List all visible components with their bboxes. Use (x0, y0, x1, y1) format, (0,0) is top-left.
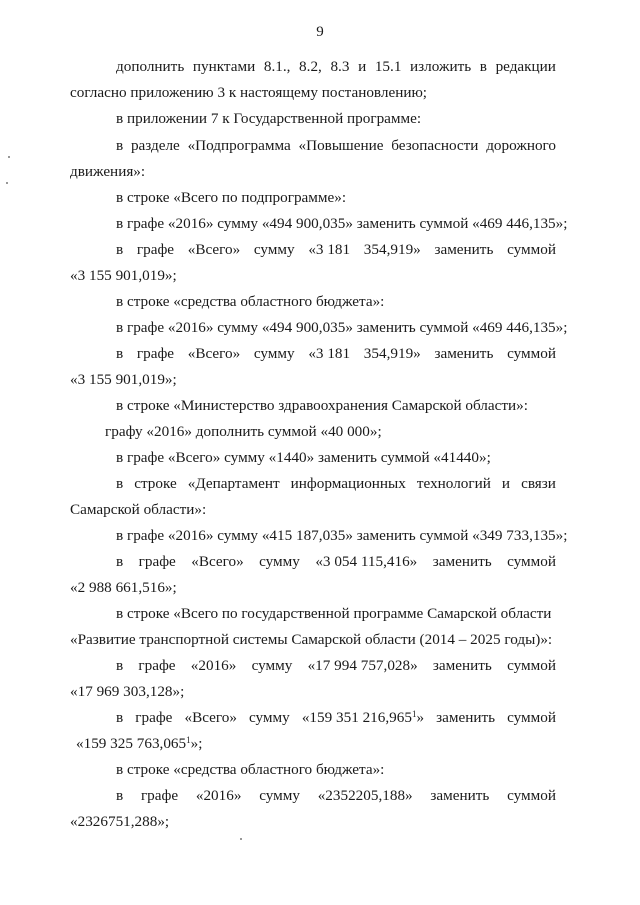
word: заменить (432, 553, 492, 570)
word: «Всего» (187, 241, 241, 258)
text-line: в строке «средства областного бюджета»: (116, 293, 385, 310)
text-line: «3 155 901,019»; (70, 371, 177, 388)
word: графе (136, 241, 175, 258)
word: «Всего» (184, 709, 237, 726)
word: «17 994 757,028» (307, 657, 418, 674)
word: «Всего» (191, 553, 244, 570)
text-line (116, 553, 556, 571)
word: «3 054 115,416» (315, 553, 418, 570)
word: «2016» (190, 657, 237, 674)
word: суммой (507, 657, 556, 674)
word: сумму (251, 657, 293, 674)
text-line: согласно приложению 3 к настоящему постановлению; (70, 84, 428, 101)
text-line: «3 155 901,019»; (70, 267, 177, 284)
text-line (116, 137, 556, 155)
word: графе (135, 709, 173, 726)
word: суммой (507, 241, 556, 258)
word: сумму (253, 241, 295, 258)
text-line (116, 241, 556, 259)
word: «Подпрограмма (187, 137, 291, 154)
word: в (116, 475, 124, 492)
word: пунктами (192, 58, 256, 75)
word: связи (521, 475, 556, 492)
text-line: в строке «средства областного бюджета»: (116, 761, 385, 778)
word: графе (136, 345, 175, 362)
word: в (116, 553, 124, 570)
word: в (116, 137, 124, 154)
text-line (116, 657, 556, 675)
text-line: движения»: (70, 163, 146, 180)
text-line: в строке «Всего по подпрограмме»: (116, 189, 347, 206)
word: 354,919» (363, 241, 421, 258)
text-line: Самарской области»: (70, 501, 207, 518)
word: и (358, 58, 367, 75)
text-line (116, 709, 556, 727)
text-line (116, 58, 556, 76)
page-number: 9 (316, 24, 324, 40)
text-line: «159 325 763,065$^1$»; (76, 735, 203, 752)
word: 8.3 (330, 58, 350, 75)
word: безопасности (391, 137, 479, 154)
word: 15.1 (374, 58, 402, 75)
text-line: в приложении 7 к Государственной программе: (116, 110, 422, 127)
word: строке (134, 475, 177, 492)
word: «Департамент (187, 475, 280, 492)
text-line: в графе «Всего» сумму «1440» заменить суммой «41440»; (116, 449, 491, 466)
word: заменить (430, 787, 490, 804)
text-line (116, 475, 556, 493)
word: сумму (259, 553, 300, 570)
text-line: в графе «2016» сумму «494 900,035» заменить суммой «469 446,135»; (116, 215, 568, 232)
text-line: «2 988 661,516»; (70, 579, 177, 596)
word: изложить (410, 58, 472, 75)
text-line: в графе «2016» сумму «494 900,035» заменить суммой «469 446,135»; (116, 319, 568, 336)
word: суммой (507, 709, 556, 726)
text-line: в строке «Всего по государственной программе Самарской области (116, 605, 552, 622)
text-line: в графе «2016» сумму «415 187,035» заменить суммой «349 733,135»; (116, 527, 568, 544)
word: сумму (253, 345, 295, 362)
word: в (116, 241, 124, 258)
word: суммой (507, 787, 556, 804)
scan-speck (6, 182, 8, 184)
word: графе (138, 657, 176, 674)
word: технологий (416, 475, 491, 492)
word: редакции (495, 58, 556, 75)
word: 354,919» (363, 345, 421, 362)
word: «Повышение (298, 137, 384, 154)
word: «Всего» (187, 345, 241, 362)
word: суммой (507, 553, 556, 570)
text-line: «2326751,288»; (70, 813, 170, 830)
word: в (116, 657, 124, 674)
text-line: «17 969 303,128»; (70, 683, 185, 700)
word: в (479, 58, 487, 75)
word: «2016» (195, 787, 242, 804)
word: 8.2, (299, 58, 322, 75)
word: дополнить (116, 58, 185, 75)
word: информационных (290, 475, 406, 492)
word: «159 351 216,965$^1$» (301, 709, 425, 726)
word: суммой (507, 345, 556, 362)
word: «2352205,188» (317, 787, 413, 804)
text-line (116, 787, 556, 805)
word: «3 181 (308, 241, 351, 258)
word: заменить (432, 657, 492, 674)
word: 8.1., (263, 58, 291, 75)
text-line: «Развитие транспортной системы Самарской области (2014 – 2025 годы)»: (70, 631, 553, 648)
text-line: графу «2016» дополнить суммой «40 000»; (105, 423, 382, 440)
word: сумму (249, 709, 290, 726)
word: в (116, 709, 124, 726)
word: дорожного (486, 137, 556, 154)
word: разделе (130, 137, 180, 154)
scan-speck (240, 838, 242, 840)
word: и (501, 475, 511, 492)
word: «3 181 (308, 345, 351, 362)
word: графе (138, 553, 176, 570)
word: в (116, 787, 124, 804)
word: заменить (434, 345, 494, 362)
word: графе (140, 787, 179, 804)
word: заменить (436, 709, 496, 726)
text-line (116, 345, 556, 363)
word: в (116, 345, 124, 362)
text-line: в строке «Министерство здравоохранения Самарской области»: (116, 397, 528, 414)
word: заменить (434, 241, 494, 258)
word: сумму (259, 787, 300, 804)
scan-speck (8, 156, 10, 158)
